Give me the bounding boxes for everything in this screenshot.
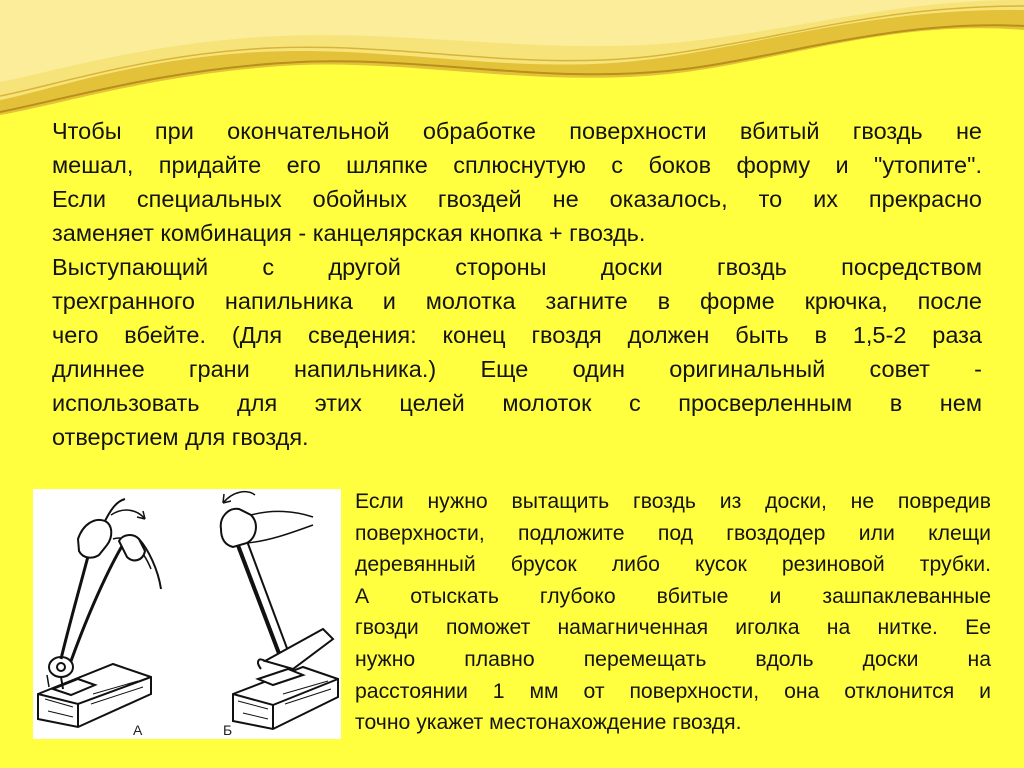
- side-paragraph: [355, 486, 991, 739]
- paragraph2-line: точно укажет местонахождение гвоздя.: [355, 711, 742, 735]
- paragraph2-line: А отыскать глубоко вбитые и зашпаклеванные: [355, 584, 991, 608]
- paragraph1-line: Выступающий с другой стороны доски гвоздь посредством: [52, 254, 982, 280]
- paragraph1-line: длиннее грани напильника.) Еще один оригинальный совет -: [52, 356, 982, 382]
- main-paragraph: [52, 114, 982, 454]
- hammer-scene: [221, 492, 338, 729]
- pincers-scene: [38, 499, 161, 727]
- paragraph2-line: деревянный брусок либо кусок резиновой трубки.: [355, 553, 991, 577]
- paragraph1-line: отверстием для гвоздя.: [52, 424, 309, 450]
- paragraph1-line: Если специальных обойных гвоздей не оказалось, то их прекрасно: [52, 186, 982, 212]
- paragraph1-line: трехгранного напильника и молотка загните в форме крючка, после: [52, 288, 982, 314]
- paragraph1-line: чего вбейте. (Для сведения: конец гвоздя должен быть в 1,5-2 раза: [52, 322, 982, 348]
- paragraph1-line: использовать для этих целей молоток с просверленным в нем: [52, 390, 982, 416]
- paragraph2-line: гвозди поможет намагниченная иголка на нитке. Ее: [355, 616, 991, 640]
- paragraph1-line: мешал, придайте его шляпке сплюснутую с боков форму и "утопите".: [52, 152, 982, 178]
- nail-removal-illustration: [33, 489, 341, 739]
- paragraph1-line: Чтобы при окончательной обработке поверхности вбитый гвоздь не: [52, 118, 982, 144]
- paragraph2-line: расстоянии 1 мм от поверхности, она отклонится и: [355, 679, 991, 703]
- label-b: Б: [223, 722, 233, 738]
- decorative-wave-header: [0, 0, 1024, 120]
- paragraph2-line: поверхности, подложите под гвоздодер или клещи: [355, 521, 991, 545]
- paragraph2-line: нужно плавно перемещать вдоль доски на: [355, 647, 991, 671]
- paragraph2-line: Если нужно вытащить гвоздь из доски, не повредив: [355, 490, 991, 513]
- paragraph1-line: заменяет комбинация - канцелярская кнопка + гвоздь.: [52, 220, 646, 246]
- label-a: А: [133, 722, 143, 738]
